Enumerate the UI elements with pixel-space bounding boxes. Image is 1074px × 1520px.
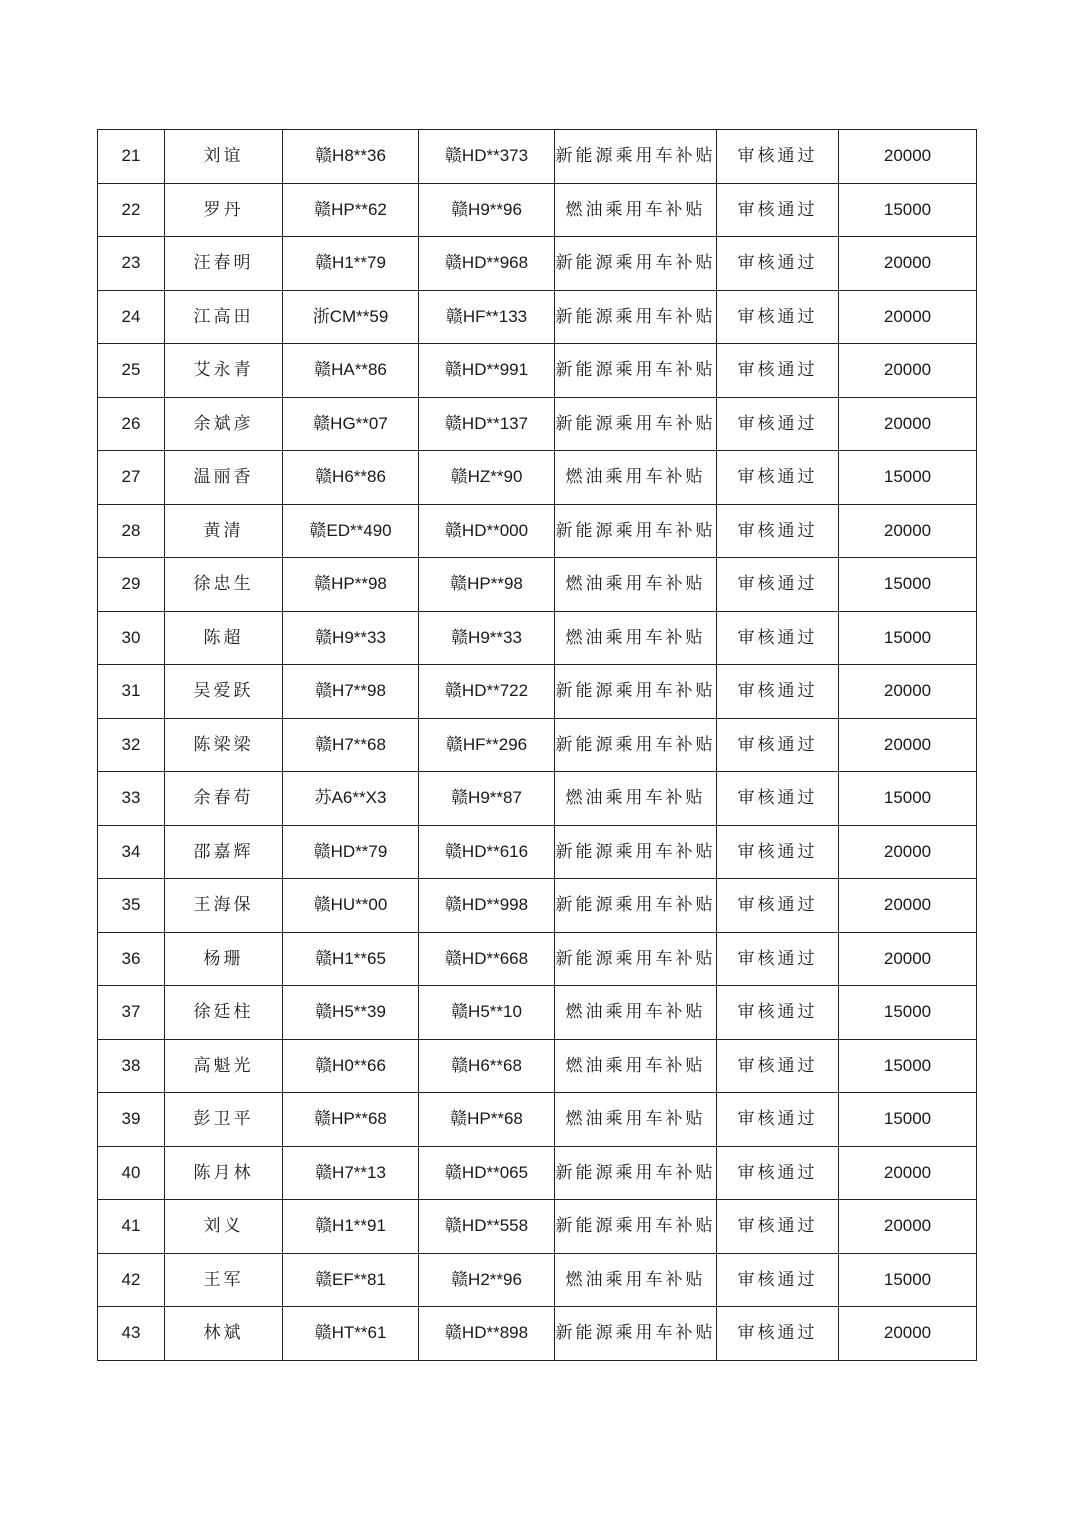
applicant-name: 陈梁梁 — [165, 718, 283, 772]
new-plate-number: 赣H9**33 — [419, 611, 555, 665]
new-plate-number: 赣HD**137 — [419, 397, 555, 451]
row-number: 31 — [98, 665, 165, 719]
subsidy-type: 新能源乘用车补贴 — [555, 1146, 717, 1200]
applicant-name: 王海保 — [165, 879, 283, 933]
new-plate-number: 赣HD**558 — [419, 1200, 555, 1254]
row-number: 22 — [98, 183, 165, 237]
applicant-name: 彭卫平 — [165, 1093, 283, 1147]
review-status: 审核通过 — [717, 986, 839, 1040]
row-number: 28 — [98, 504, 165, 558]
row-number: 32 — [98, 718, 165, 772]
review-status: 审核通过 — [717, 504, 839, 558]
table-row — [98, 1146, 977, 1200]
subsidy-type: 燃油乘用车补贴 — [555, 183, 717, 237]
old-plate-number: 赣H7**98 — [283, 665, 419, 719]
subsidy-amount: 15000 — [839, 772, 977, 826]
subsidy-amount: 20000 — [839, 130, 977, 184]
subsidy-type: 新能源乘用车补贴 — [555, 825, 717, 879]
new-plate-number: 赣HD**998 — [419, 879, 555, 933]
review-status: 审核通过 — [717, 397, 839, 451]
old-plate-number: 赣H1**91 — [283, 1200, 419, 1254]
row-number: 33 — [98, 772, 165, 826]
table-row — [98, 504, 977, 558]
new-plate-number: 赣HZ**90 — [419, 451, 555, 505]
review-status: 审核通过 — [717, 344, 839, 398]
new-plate-number: 赣HF**133 — [419, 290, 555, 344]
row-number: 43 — [98, 1307, 165, 1361]
subsidy-amount: 15000 — [839, 1093, 977, 1147]
review-status: 审核通过 — [717, 1146, 839, 1200]
row-number: 36 — [98, 932, 165, 986]
subsidy-type: 新能源乘用车补贴 — [555, 237, 717, 291]
subsidy-type: 燃油乘用车补贴 — [555, 558, 717, 612]
new-plate-number: 赣HF**296 — [419, 718, 555, 772]
row-number: 35 — [98, 879, 165, 933]
subsidy-amount: 20000 — [839, 825, 977, 879]
applicant-name: 余春苟 — [165, 772, 283, 826]
old-plate-number: 赣EF**81 — [283, 1253, 419, 1307]
subsidy-type: 新能源乘用车补贴 — [555, 879, 717, 933]
old-plate-number: 赣H7**68 — [283, 718, 419, 772]
review-status: 审核通过 — [717, 718, 839, 772]
row-number: 24 — [98, 290, 165, 344]
table-row — [98, 986, 977, 1040]
new-plate-number: 赣H9**87 — [419, 772, 555, 826]
old-plate-number: 赣H7**13 — [283, 1146, 419, 1200]
table-row — [98, 772, 977, 826]
applicant-name: 余斌彦 — [165, 397, 283, 451]
subsidy-amount: 20000 — [839, 665, 977, 719]
table-row — [98, 1093, 977, 1147]
table-row — [98, 237, 977, 291]
new-plate-number: 赣HD**616 — [419, 825, 555, 879]
table-body — [98, 130, 977, 1361]
old-plate-number: 赣HP**62 — [283, 183, 419, 237]
table-row — [98, 451, 977, 505]
new-plate-number: 赣HD**722 — [419, 665, 555, 719]
subsidy-amount: 15000 — [839, 1039, 977, 1093]
row-number: 42 — [98, 1253, 165, 1307]
row-number: 23 — [98, 237, 165, 291]
subsidy-type: 新能源乘用车补贴 — [555, 718, 717, 772]
new-plate-number: 赣HD**898 — [419, 1307, 555, 1361]
review-status: 审核通过 — [717, 665, 839, 719]
old-plate-number: 苏A6**X3 — [283, 772, 419, 826]
old-plate-number: 赣HA**86 — [283, 344, 419, 398]
applicant-name: 徐忠生 — [165, 558, 283, 612]
applicant-name: 徐廷柱 — [165, 986, 283, 1040]
new-plate-number: 赣HD**373 — [419, 130, 555, 184]
applicant-name: 罗丹 — [165, 183, 283, 237]
old-plate-number: 赣H6**86 — [283, 451, 419, 505]
table-row — [98, 665, 977, 719]
old-plate-number: 赣ED**490 — [283, 504, 419, 558]
old-plate-number: 赣HG**07 — [283, 397, 419, 451]
subsidy-type: 燃油乘用车补贴 — [555, 611, 717, 665]
new-plate-number: 赣H2**96 — [419, 1253, 555, 1307]
applicant-name: 高魁光 — [165, 1039, 283, 1093]
table-row — [98, 825, 977, 879]
review-status: 审核通过 — [717, 1253, 839, 1307]
new-plate-number: 赣HP**98 — [419, 558, 555, 612]
subsidy-type: 燃油乘用车补贴 — [555, 451, 717, 505]
old-plate-number: 赣HT**61 — [283, 1307, 419, 1361]
subsidy-type: 新能源乘用车补贴 — [555, 504, 717, 558]
applicant-name: 刘义 — [165, 1200, 283, 1254]
table-row — [98, 1200, 977, 1254]
subsidy-type: 新能源乘用车补贴 — [555, 344, 717, 398]
subsidy-type: 新能源乘用车补贴 — [555, 130, 717, 184]
new-plate-number: 赣HD**065 — [419, 1146, 555, 1200]
review-status: 审核通过 — [717, 290, 839, 344]
subsidy-type: 新能源乘用车补贴 — [555, 1200, 717, 1254]
table-row — [98, 558, 977, 612]
subsidy-type: 燃油乘用车补贴 — [555, 1253, 717, 1307]
subsidy-amount: 20000 — [839, 397, 977, 451]
applicant-name: 陈超 — [165, 611, 283, 665]
applicant-name: 杨珊 — [165, 932, 283, 986]
table-row — [98, 932, 977, 986]
table-row — [98, 611, 977, 665]
row-number: 41 — [98, 1200, 165, 1254]
new-plate-number: 赣H5**10 — [419, 986, 555, 1040]
old-plate-number: 赣H8**36 — [283, 130, 419, 184]
review-status: 审核通过 — [717, 1093, 839, 1147]
subsidy-amount: 15000 — [839, 451, 977, 505]
new-plate-number: 赣H9**96 — [419, 183, 555, 237]
review-status: 审核通过 — [717, 451, 839, 505]
table-row — [98, 397, 977, 451]
row-number: 38 — [98, 1039, 165, 1093]
old-plate-number: 赣H9**33 — [283, 611, 419, 665]
subsidy-amount: 20000 — [839, 1146, 977, 1200]
table-row — [98, 1253, 977, 1307]
subsidy-amount: 20000 — [839, 879, 977, 933]
new-plate-number: 赣HP**68 — [419, 1093, 555, 1147]
subsidy-amount: 20000 — [839, 718, 977, 772]
review-status: 审核通过 — [717, 183, 839, 237]
review-status: 审核通过 — [717, 237, 839, 291]
row-number: 39 — [98, 1093, 165, 1147]
subsidy-amount: 20000 — [839, 1307, 977, 1361]
row-number: 29 — [98, 558, 165, 612]
table-row — [98, 1307, 977, 1361]
subsidy-amount: 20000 — [839, 344, 977, 398]
old-plate-number: 赣H5**39 — [283, 986, 419, 1040]
applicant-name: 江高田 — [165, 290, 283, 344]
review-status: 审核通过 — [717, 772, 839, 826]
table-row — [98, 290, 977, 344]
table-row — [98, 130, 977, 184]
row-number: 25 — [98, 344, 165, 398]
new-plate-number: 赣H6**68 — [419, 1039, 555, 1093]
row-number: 26 — [98, 397, 165, 451]
applicant-name: 吴爱跃 — [165, 665, 283, 719]
old-plate-number: 赣H0**66 — [283, 1039, 419, 1093]
new-plate-number: 赣HD**000 — [419, 504, 555, 558]
subsidy-type: 新能源乘用车补贴 — [555, 665, 717, 719]
review-status: 审核通过 — [717, 1039, 839, 1093]
subsidy-amount: 20000 — [839, 237, 977, 291]
review-status: 审核通过 — [717, 1307, 839, 1361]
row-number: 34 — [98, 825, 165, 879]
table-row — [98, 183, 977, 237]
old-plate-number: 赣H1**79 — [283, 237, 419, 291]
applicant-name: 邵嘉辉 — [165, 825, 283, 879]
new-plate-number: 赣HD**668 — [419, 932, 555, 986]
table-row — [98, 879, 977, 933]
subsidy-amount: 15000 — [839, 558, 977, 612]
old-plate-number: 赣HD**79 — [283, 825, 419, 879]
review-status: 审核通过 — [717, 879, 839, 933]
review-status: 审核通过 — [717, 611, 839, 665]
row-number: 21 — [98, 130, 165, 184]
table-row — [98, 1039, 977, 1093]
new-plate-number: 赣HD**968 — [419, 237, 555, 291]
old-plate-number: 赣H1**65 — [283, 932, 419, 986]
new-plate-number: 赣HD**991 — [419, 344, 555, 398]
subsidy-type: 新能源乘用车补贴 — [555, 1307, 717, 1361]
subsidy-amount: 20000 — [839, 1200, 977, 1254]
table-row — [98, 344, 977, 398]
old-plate-number: 赣HP**98 — [283, 558, 419, 612]
applicant-name: 艾永青 — [165, 344, 283, 398]
subsidy-amount: 20000 — [839, 504, 977, 558]
subsidy-table — [97, 129, 977, 1361]
applicant-name: 王军 — [165, 1253, 283, 1307]
row-number: 30 — [98, 611, 165, 665]
old-plate-number: 赣HU**00 — [283, 879, 419, 933]
row-number: 40 — [98, 1146, 165, 1200]
review-status: 审核通过 — [717, 1200, 839, 1254]
row-number: 27 — [98, 451, 165, 505]
subsidy-amount: 15000 — [839, 611, 977, 665]
subsidy-type: 新能源乘用车补贴 — [555, 932, 717, 986]
review-status: 审核通过 — [717, 932, 839, 986]
applicant-name: 陈月林 — [165, 1146, 283, 1200]
old-plate-number: 赣HP**68 — [283, 1093, 419, 1147]
subsidy-type: 燃油乘用车补贴 — [555, 772, 717, 826]
row-number: 37 — [98, 986, 165, 1040]
review-status: 审核通过 — [717, 558, 839, 612]
subsidy-type: 新能源乘用车补贴 — [555, 397, 717, 451]
subsidy-amount: 15000 — [839, 986, 977, 1040]
applicant-name: 林斌 — [165, 1307, 283, 1361]
subsidy-type: 燃油乘用车补贴 — [555, 1039, 717, 1093]
subsidy-amount: 15000 — [839, 1253, 977, 1307]
review-status: 审核通过 — [717, 825, 839, 879]
subsidy-type: 新能源乘用车补贴 — [555, 290, 717, 344]
subsidy-amount: 20000 — [839, 932, 977, 986]
old-plate-number: 浙CM**59 — [283, 290, 419, 344]
subsidy-amount: 15000 — [839, 183, 977, 237]
subsidy-amount: 20000 — [839, 290, 977, 344]
applicant-name: 刘谊 — [165, 130, 283, 184]
applicant-name: 汪春明 — [165, 237, 283, 291]
applicant-name: 黄清 — [165, 504, 283, 558]
table-row — [98, 718, 977, 772]
review-status: 审核通过 — [717, 130, 839, 184]
subsidy-type: 燃油乘用车补贴 — [555, 1093, 717, 1147]
subsidy-type: 燃油乘用车补贴 — [555, 986, 717, 1040]
applicant-name: 温丽香 — [165, 451, 283, 505]
